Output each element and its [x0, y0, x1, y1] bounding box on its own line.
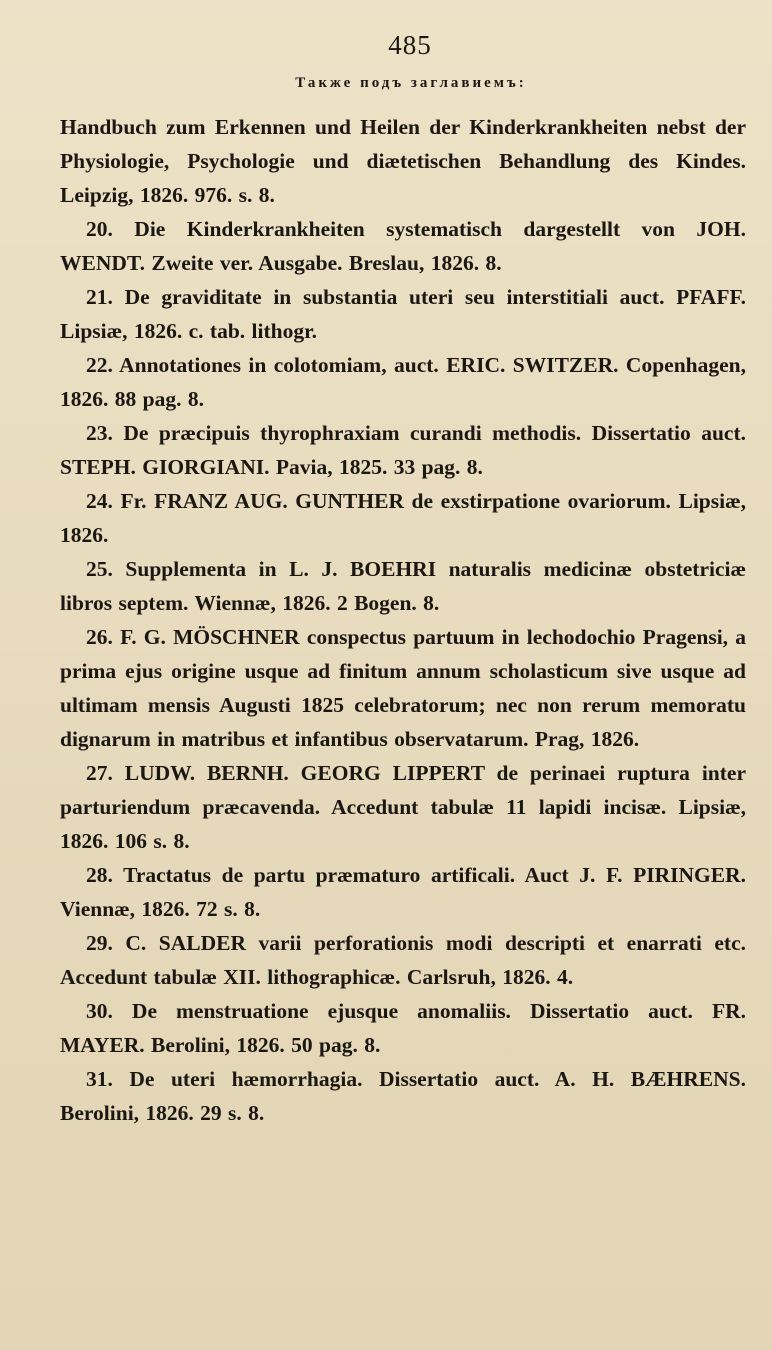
- bibliography-entry: 24. Fr. FRANZ AUG. GUNTHER de exstirpatione ovariorum. Lipsiæ, 1826.: [60, 489, 746, 547]
- section-heading: Также подъ заглавиемъ:: [295, 75, 527, 91]
- bibliography-entry: 31. De uteri hæmorrhagia. Dissertatio auct. A. H. BÆHRENS. Berolini, 1826. 29 s. 8.: [60, 1067, 746, 1125]
- bibliography-entry: 27. LUDW. BERNH. GEORG LIPPERT de perinaei ruptura inter parturiendum præcavenda. Accedunt tabulæ 11 lapidi incisæ. Lipsiæ, 1826. 106 s. 8.: [60, 761, 746, 853]
- bibliography-entry: 20. Die Kinderkrankheiten systematisch dargestellt von JOH. WENDT. Zweite ver. Ausgabe. Breslau, 1826. 8.: [60, 217, 746, 275]
- bibliography-entry: 22. Annotationes in colotomiam, auct. ERIC. SWITZER. Copenhagen, 1826. 88 pag. 8.: [60, 353, 746, 411]
- bibliography-entry: 21. De graviditate in substantia uteri seu interstitiali auct. PFAFF. Lipsiæ, 1826. c. tab. lithogr.: [60, 285, 746, 343]
- bibliography-entry: 25. Supplementa in L. J. BOEHRI naturalis medicinæ obstetriciæ libros septem. Wiennæ, 1826. 2 Bogen. 8.: [60, 557, 746, 615]
- bibliography-entry: Handbuch zum Erkennen und Heilen der Kinderkrankheiten nebst der Physiologie, Psychologie und diætetischen Behandlung des Kindes. Leipzig, 1826. 976. s. 8.: [60, 115, 746, 207]
- bibliography-entry: 29. C. SALDER varii perforationis modi descripti et enarrati etc. Accedunt tabulæ XII. lithographicæ. Carlsruh, 1826. 4.: [60, 931, 746, 989]
- bibliography-entry: 23. De præcipuis thyrophraxiam curandi methodis. Dissertatio auct. STEPH. GIORGIANI. Pavia, 1825. 33 pag. 8.: [60, 421, 746, 479]
- bibliography-entry: 30. De menstruatione ejusque anomaliis. Dissertatio auct. FR. MAYER. Berolini, 1826. 50 pag. 8.: [60, 999, 746, 1057]
- page-number: 485: [388, 30, 432, 60]
- bibliography-list: [60, 110, 746, 1130]
- bibliography-entry: 28. Tractatus de partu præmaturo artificali. Auct J. F. PIRINGER. Viennæ, 1826. 72 s. 8.: [60, 863, 746, 921]
- bibliography-entry: 26. F. G. MÖSCHNER conspectus partuum in lechodochio Pragensi, a prima ejus origine usque ad finitum annum scholasticum sive usque ad ultimam mensis Augusti 1825 celebratorum; nec non rerum memoratu dignarum in matribus et infantibus observatarum. Prag, 1826.: [60, 625, 746, 751]
